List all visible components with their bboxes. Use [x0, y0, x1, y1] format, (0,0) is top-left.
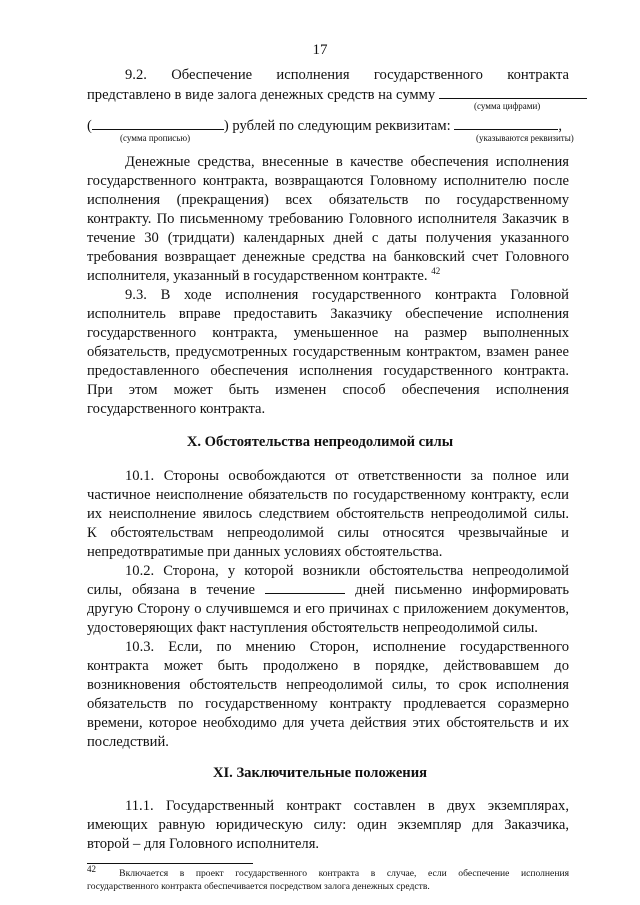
s93-line: государственного контракта.	[87, 401, 266, 417]
s92-p1-line: государственного контракта, возвращаются Головному исполнителю после	[87, 173, 569, 189]
s103-line: обязательств по государственному контракту продлевается соразмерно	[87, 696, 569, 712]
s111-line: имеющих равную юридическую силу: один экземпляр для Заказчика,	[87, 817, 569, 833]
amount-words-blank	[92, 117, 224, 130]
caption-requisites: (указываются реквизиты)	[476, 133, 574, 143]
s92-p1-line: исполнения (прекращения) всех обязательств по государственному	[87, 192, 569, 208]
s92-p1-line: контракту. По письменному требованию Головного исполнителя Заказчик в	[87, 211, 569, 227]
footnote-separator	[87, 863, 253, 864]
s93-line: государственного контракта, уменьшенное на размер выполненных	[87, 325, 569, 341]
s92-line-3: ( ) рублей по следующим реквизитам: ,	[87, 118, 563, 134]
caption-words: (сумма прописью)	[120, 133, 191, 143]
section-heading-xi: XI. Заключительные положения	[212, 765, 428, 781]
s93-line: обязательств, предусмотренных государственным контрактом, взамен ранее	[87, 344, 569, 360]
s92-p1-line: Денежные средства, внесенные в качестве обеспечения исполнения	[125, 154, 569, 170]
s103-line: возникновения обстоятельств непреодолимой силы, то срок исполнения	[87, 677, 569, 693]
s93-line: При этом может быть изменен способ обеспечения исполнения	[87, 382, 569, 398]
s92-p1-line: течение 30 (тридцати) календарных дней с даты получения указанного	[87, 230, 569, 246]
footnote-line-2: государственного контракта обеспечивается посредством залога денежных средств.	[87, 881, 430, 892]
s102-line-1: 10.2. Сторона, у которой возникли обстоятельства непреодолимой	[125, 563, 569, 579]
s92-line-2: представлено в виде залога денежных средств на сумму	[87, 86, 569, 105]
s93-line: предоставленного обеспечения исполнения государственного контракта.	[87, 363, 569, 379]
s93-line: 9.3. В ходе исполнения государственного контракта Головной	[125, 287, 569, 303]
days-blank	[265, 581, 345, 594]
s101-line: К обстоятельствам непреодолимой силы относятся чрезвычайные и	[87, 525, 569, 541]
s103-line: последствий.	[87, 734, 169, 750]
s102-line: удостоверяющих факт наступления обстоятельств непреодолимой силы.	[87, 620, 538, 636]
s92-p1-last-line: исполнителя, указанный в государственном контракте. $^{42}$	[87, 266, 441, 284]
s101-line: частичное неисполнение обязательств по государственному контракту, если	[87, 487, 569, 503]
s101-line: непредотвратимые при данных условиях обстоятельства.	[87, 544, 443, 560]
s111-line: второй – для Головного исполнителя.	[87, 836, 320, 852]
s103-line: контракта может быть продолжено в порядке, действовавшем до	[87, 658, 569, 674]
s102-line-2: силы, обязана в течение дней письменно информировать	[87, 582, 570, 598]
s101-line: их неисполнение явилось следствием обстоятельств непреодолимой силы.	[87, 506, 569, 522]
s102-line: другую Сторону о случившемся и его причинах с приложением документов,	[87, 601, 569, 617]
page-number: 17	[312, 42, 328, 58]
requisites-blank	[454, 117, 558, 130]
section-heading-x: X. Обстоятельства непреодолимой силы	[186, 434, 454, 450]
s93-line: исполнитель вправе предоставить Заказчику обеспечение исполнения	[87, 306, 569, 322]
amount-digits-blank	[439, 86, 587, 99]
s111-line: 11.1. Государственный контракт составлен в двух экземплярах,	[125, 798, 569, 814]
s103-line: 10.3. Если, по мнению Сторон, исполнение государственного	[125, 639, 569, 655]
s92-line-1: 9.2. Обеспечение исполнения государственного контракта	[125, 67, 569, 83]
s92-p1-line: требования возвращает денежные средства на банковский счет Головного	[87, 249, 569, 265]
s101-line: 10.1. Стороны освобождаются от ответственности за полное или	[125, 468, 569, 484]
footnote-ref: 42	[431, 266, 441, 277]
s103-line: времени, которое необходимо для учета действия этих обстоятельств и их	[87, 715, 569, 731]
footnote-line-1: $^{42}$ Включается в проект государственного контракта в случае, если обеспечение исполнения	[87, 863, 569, 879]
caption-digits: (сумма цифрами)	[474, 101, 541, 111]
